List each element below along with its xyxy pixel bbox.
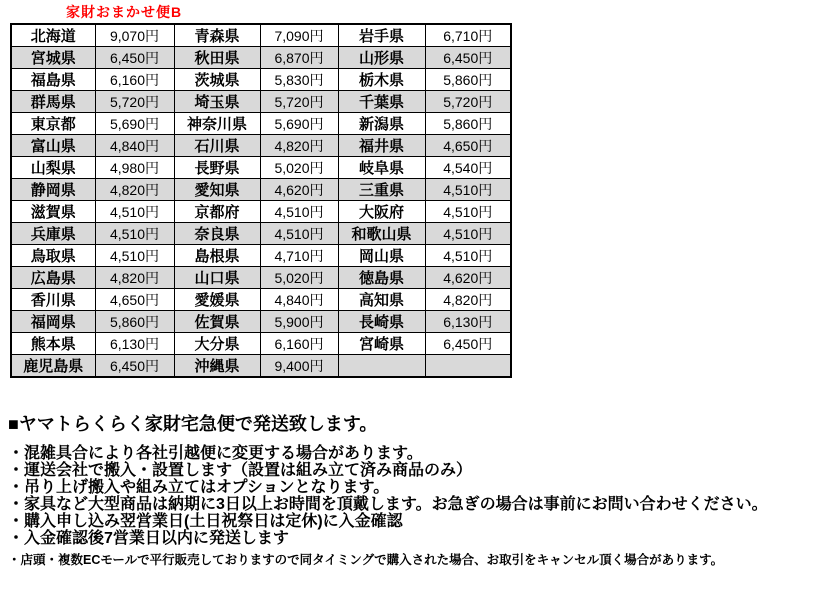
prefecture-cell: 鳥取県 (11, 245, 95, 267)
price-cell: 6,450円 (425, 333, 511, 355)
price-cell: 4,820円 (425, 289, 511, 311)
table-row (11, 47, 511, 69)
prefecture-cell: 茨城県 (174, 69, 260, 91)
table-row (11, 223, 511, 245)
prefecture-cell: 佐賀県 (174, 311, 260, 333)
shipping-notes-heading: ■ヤマトらくらく家財宅急便で発送致します。 (8, 414, 378, 434)
prefecture-cell: 秋田県 (174, 47, 260, 69)
prefecture-cell: 香川県 (11, 289, 95, 311)
table-row (11, 69, 511, 91)
shipping-plan-title: 家財おまかせ便B (66, 4, 183, 20)
table-row (11, 311, 511, 333)
price-cell: 5,720円 (95, 91, 174, 113)
note-line: ・購入申し込み翌営業日(土日祝祭日は定休)に入金確認 (8, 513, 403, 530)
prefecture-cell: 長崎県 (338, 311, 425, 333)
prefecture-cell: 富山県 (11, 135, 95, 157)
prefecture-cell: 沖縄県 (174, 355, 260, 378)
price-cell: 4,980円 (95, 157, 174, 179)
notes-list (8, 445, 818, 547)
price-cell: 5,860円 (95, 311, 174, 333)
prefecture-cell: 岐阜県 (338, 157, 425, 179)
price-cell: 4,840円 (260, 289, 338, 311)
note-line: ・混雑具合により各社引越便に変更する場合があります。 (8, 445, 423, 462)
table-row (11, 157, 511, 179)
prefecture-cell: 京都府 (174, 201, 260, 223)
prefecture-cell: 埼玉県 (174, 91, 260, 113)
table-row (11, 333, 511, 355)
prefecture-cell: 栃木県 (338, 69, 425, 91)
price-cell: 5,690円 (95, 113, 174, 135)
prefecture-cell: 福岡県 (11, 311, 95, 333)
prefecture-cell: 千葉県 (338, 91, 425, 113)
price-cell: 4,510円 (425, 245, 511, 267)
price-cell: 4,510円 (95, 245, 174, 267)
price-cell: 4,510円 (425, 201, 511, 223)
price-cell: 4,820円 (95, 179, 174, 201)
price-table-body (11, 24, 511, 377)
price-cell: 4,510円 (260, 223, 338, 245)
table-row (11, 355, 511, 378)
prefecture-cell: 山口県 (174, 267, 260, 289)
prefecture-cell: 高知県 (338, 289, 425, 311)
prefecture-cell: 鹿児島県 (11, 355, 95, 378)
price-cell: 4,620円 (260, 179, 338, 201)
prefecture-cell: 奈良県 (174, 223, 260, 245)
prefecture-cell: 熊本県 (11, 333, 95, 355)
shipping-notes (8, 414, 818, 568)
prefecture-cell: 宮城県 (11, 47, 95, 69)
prefecture-cell: 宮崎県 (338, 333, 425, 355)
prefecture-cell: 山形県 (338, 47, 425, 69)
price-cell: 9,070円 (95, 24, 174, 47)
price-cell: 6,130円 (425, 311, 511, 333)
note-line: ・入金確認後7営業日以内に発送します (8, 530, 289, 547)
prefecture-cell: 愛媛県 (174, 289, 260, 311)
price-cell: 4,510円 (95, 223, 174, 245)
prefecture-cell: 岩手県 (338, 24, 425, 47)
price-cell: 4,650円 (425, 135, 511, 157)
price-cell: 5,860円 (425, 113, 511, 135)
table-row (11, 245, 511, 267)
shipping-footnote: ・店頭・複数ECモールで平行販売しておりますので同タイミングで購入された場合、お取引をキャンセル頂く場合があります。 (8, 553, 724, 567)
price-cell: 4,710円 (260, 245, 338, 267)
note-line: ・吊り上げ搬入や組み立てはオプションとなります。 (8, 479, 390, 496)
prefecture-cell: 山梨県 (11, 157, 95, 179)
price-cell: 6,160円 (95, 69, 174, 91)
price-cell: 5,720円 (260, 91, 338, 113)
prefecture-cell: 新潟県 (338, 113, 425, 135)
price-cell: 4,510円 (425, 179, 511, 201)
table-row (11, 24, 511, 47)
price-cell: 4,510円 (95, 201, 174, 223)
price-cell: 5,830円 (260, 69, 338, 91)
prefecture-cell: 福井県 (338, 135, 425, 157)
prefecture-cell: 島根県 (174, 245, 260, 267)
price-cell: 4,650円 (95, 289, 174, 311)
table-row (11, 201, 511, 223)
prefecture-cell: 静岡県 (11, 179, 95, 201)
price-cell: 6,450円 (95, 355, 174, 378)
price-cell: 6,130円 (95, 333, 174, 355)
prefecture-cell: 兵庫県 (11, 223, 95, 245)
note-line: ・家具など大型商品は納期に3日以上お時間を頂戴します。お急ぎの場合は事前にお問い合わせください。 (8, 496, 768, 513)
table-row (11, 267, 511, 289)
price-cell: 6,450円 (425, 47, 511, 69)
prefecture-price-table (10, 23, 512, 378)
price-cell: 5,860円 (425, 69, 511, 91)
prefecture-cell: 長野県 (174, 157, 260, 179)
price-cell: 5,720円 (425, 91, 511, 113)
prefecture-cell: 和歌山県 (338, 223, 425, 245)
prefecture-cell (338, 355, 425, 378)
prefecture-cell: 三重県 (338, 179, 425, 201)
table-row (11, 179, 511, 201)
table-row (11, 289, 511, 311)
prefecture-cell: 北海道 (11, 24, 95, 47)
prefecture-cell: 徳島県 (338, 267, 425, 289)
price-cell: 4,840円 (95, 135, 174, 157)
prefecture-cell: 愛知県 (174, 179, 260, 201)
table-row (11, 135, 511, 157)
prefecture-cell: 岡山県 (338, 245, 425, 267)
table-row (11, 113, 511, 135)
prefecture-cell: 滋賀県 (11, 201, 95, 223)
price-cell: 4,820円 (95, 267, 174, 289)
price-cell: 9,400円 (260, 355, 338, 378)
price-cell: 6,870円 (260, 47, 338, 69)
price-cell: 5,690円 (260, 113, 338, 135)
price-cell: 4,620円 (425, 267, 511, 289)
prefecture-cell: 広島県 (11, 267, 95, 289)
price-cell: 4,510円 (260, 201, 338, 223)
price-cell: 4,510円 (425, 223, 511, 245)
note-line: ・運送会社で搬入・設置します（設置は組み立て済み商品のみ） (8, 462, 473, 479)
prefecture-cell: 福島県 (11, 69, 95, 91)
prefecture-cell: 大阪府 (338, 201, 425, 223)
prefecture-cell: 石川県 (174, 135, 260, 157)
prefecture-cell: 青森県 (174, 24, 260, 47)
price-cell: 4,540円 (425, 157, 511, 179)
prefecture-cell: 東京都 (11, 113, 95, 135)
price-cell: 5,020円 (260, 267, 338, 289)
table-row (11, 91, 511, 113)
price-cell: 4,820円 (260, 135, 338, 157)
price-cell: 5,020円 (260, 157, 338, 179)
price-cell: 6,710円 (425, 24, 511, 47)
prefecture-cell: 大分県 (174, 333, 260, 355)
price-cell: 5,900円 (260, 311, 338, 333)
price-cell: 7,090円 (260, 24, 338, 47)
prefecture-cell: 群馬県 (11, 91, 95, 113)
price-cell (425, 355, 511, 378)
price-cell: 6,450円 (95, 47, 174, 69)
price-cell: 6,160円 (260, 333, 338, 355)
prefecture-cell: 神奈川県 (174, 113, 260, 135)
